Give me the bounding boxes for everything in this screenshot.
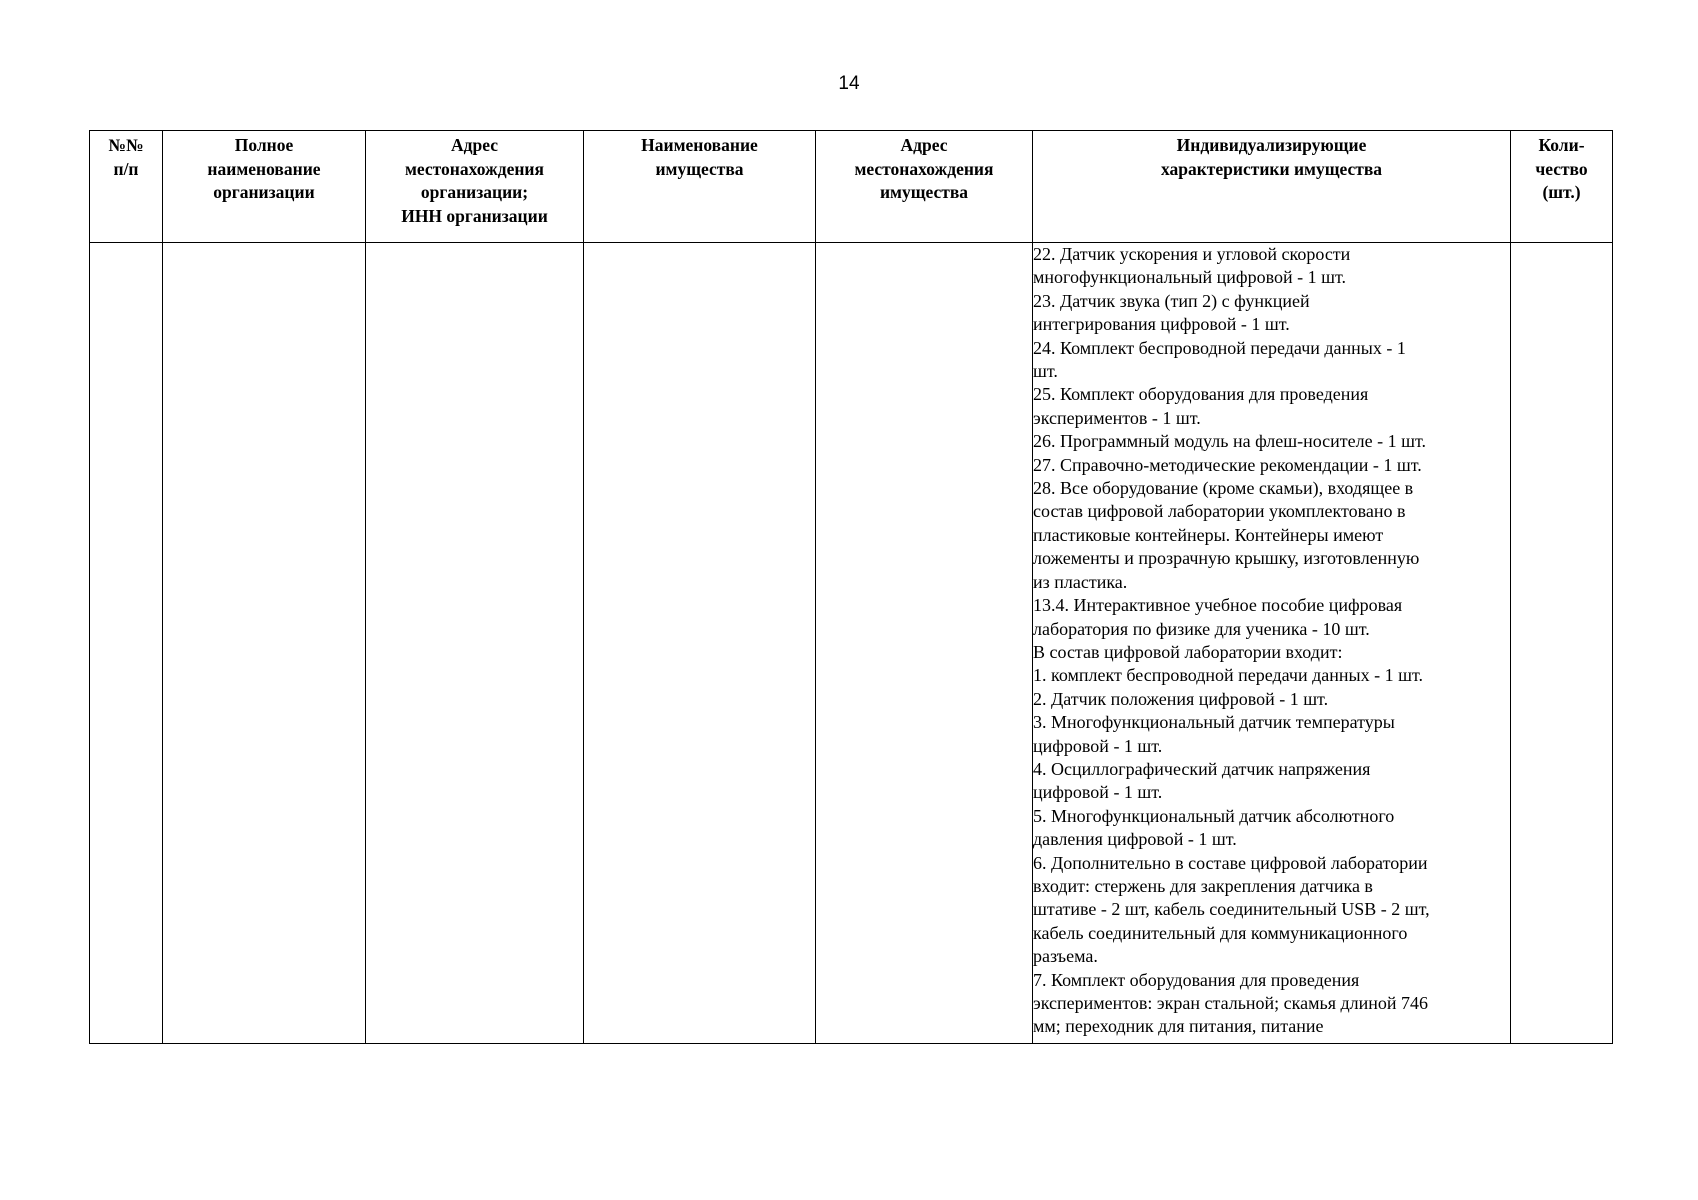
characteristics-line: 26. Программный модуль на флеш-носителе - 1 шт. (1033, 431, 1427, 452)
characteristics-line: входит: стержень для закрепления датчика в (1033, 875, 1373, 896)
cell-number (90, 243, 163, 1044)
characteristics-line: 27. Справочно-методические рекомендации - 1 шт. (1033, 454, 1422, 475)
header-quantity: Коли- чество (шт.) (1511, 131, 1613, 243)
characteristics-line: цифровой - 1 шт. (1033, 735, 1163, 756)
cell-organization-name (163, 243, 366, 1044)
characteristics-line: 4. Осциллографический датчик напряжения (1033, 758, 1371, 779)
characteristics-line: 5. Многофункциональный датчик абсолютного (1033, 805, 1395, 826)
characteristics-line: цифровой - 1 шт. (1033, 782, 1163, 803)
cell-property-characteristics (1033, 243, 1511, 1044)
characteristics-line: 24. Комплект беспроводной передачи данных - 1 (1033, 337, 1406, 358)
characteristics-line: давления цифровой - 1 шт. (1033, 829, 1237, 850)
characteristics-line: из пластика. (1033, 571, 1128, 592)
characteristics-line: 28. Все оборудование (кроме скамьи), входящее в (1033, 478, 1414, 499)
cell-organization-address (366, 243, 584, 1044)
characteristics-line: 23. Датчик звука (тип 2) с функцией (1033, 290, 1310, 311)
header-number: №№ п/п (90, 131, 163, 243)
characteristics-line: пластиковые контейнеры. Контейнеры имеют (1033, 524, 1384, 545)
characteristics-line: шт. (1033, 361, 1058, 382)
characteristics-line: экспериментов - 1 шт. (1033, 407, 1201, 428)
characteristics-line: состав цифровой лаборатории укомплектовано в (1033, 501, 1406, 522)
table-row (90, 243, 1613, 1044)
characteristics-line: 13.4. Интерактивное учебное пособие цифровая (1033, 595, 1403, 616)
characteristics-line: В состав цифровой лаборатории входит: (1033, 641, 1343, 662)
property-table (89, 130, 1613, 1044)
page-number: 14 (838, 73, 860, 94)
cell-quantity (1511, 243, 1613, 1044)
cell-property-name (584, 243, 816, 1044)
header-organization-name: Полное наименование организации (163, 131, 366, 243)
header-property-characteristics: Индивидуализирующие характеристики имущества (1033, 131, 1511, 243)
characteristics-line: лаборатория по физике для ученика - 10 шт. (1033, 618, 1370, 639)
characteristics-line: мм; переходник для питания, питание (1033, 1016, 1324, 1037)
characteristics-line: ложементы и прозрачную крышку, изготовленную (1033, 548, 1420, 569)
characteristics-line: 1. комплект беспроводной передачи данных - 1 шт. (1033, 665, 1423, 686)
characteristics-line: интегрирования цифровой - 1 шт. (1033, 314, 1290, 335)
characteristics-line: 3. Многофункциональный датчик температуры (1033, 712, 1395, 733)
cell-property-address (816, 243, 1033, 1044)
table-header-row (90, 131, 1613, 243)
characteristics-line: 25. Комплект оборудования для проведения (1033, 384, 1369, 405)
header-property-name: Наименование имущества (584, 131, 816, 243)
header-organization-address: Адрес местонахождения организации; ИНН организации (366, 131, 584, 243)
characteristics-line: штативе - 2 шт, кабель соединительный USB - 2 шт, (1033, 899, 1430, 920)
header-property-address: Адрес местонахождения имущества (816, 131, 1033, 243)
characteristics-line: 22. Датчик ускорения и угловой скорости (1033, 244, 1351, 264)
characteristics-line: экспериментов: экран стальной; скамья длиной 746 (1033, 993, 1429, 1013)
characteristics-line: 2. Датчик положения цифровой - 1 шт. (1033, 688, 1329, 709)
characteristics-line: 7. Комплект оборудования для проведения (1033, 969, 1360, 990)
characteristics-line: многофункциональный цифровой - 1 шт. (1033, 267, 1346, 288)
characteristics-line: разъема. (1033, 946, 1098, 967)
characteristics-line: кабель соединительный для коммуникационного (1033, 922, 1408, 943)
characteristics-line: 6. Дополнительно в составе цифровой лаборатории (1033, 852, 1428, 873)
